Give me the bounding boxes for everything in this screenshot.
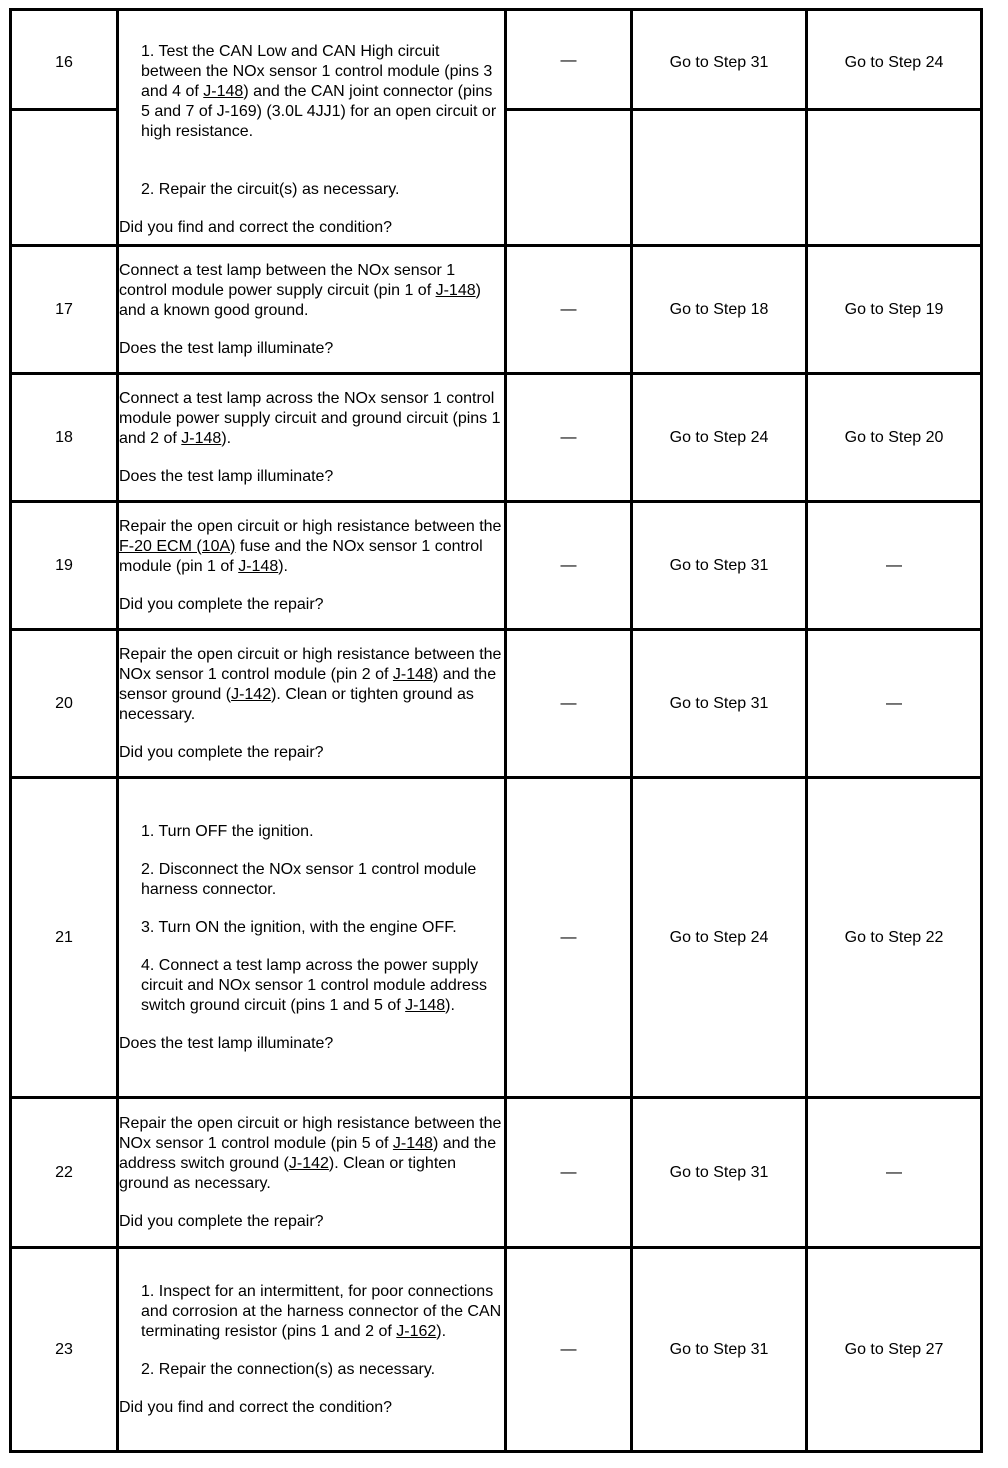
sub-step-3: 3. Turn ON the ignition, with the engine OFF. — [141, 918, 457, 936]
sub-step-2: 2. Disconnect the NOx sensor 1 control module harness connector. — [141, 860, 477, 898]
step-number: 21 — [11, 778, 118, 1098]
step-action — [118, 1248, 506, 1452]
empty-cell — [807, 110, 982, 246]
yes-action[interactable]: Go to Step 31 — [632, 1098, 807, 1248]
sub-step-text: 4. Connect a test lamp across the power supply circuit and NOx sensor 1 control module address switch ground circuit (pins 1 and 5 of — [141, 956, 487, 1014]
step-text-part: ) and the sensor ground ( — [119, 665, 497, 703]
step-text-part: ). — [278, 557, 288, 575]
step-text-part: ) and a known good ground. — [119, 281, 481, 319]
step-question: Does the test lamp illuminate? — [119, 339, 334, 357]
yes-action[interactable]: Go to Step 24 — [632, 374, 807, 502]
step-action — [118, 502, 506, 630]
diagnostic-steps-table — [9, 8, 983, 1453]
no-action[interactable]: Go to Step 22 — [807, 778, 982, 1098]
step-text-part: ) and the address switch ground ( — [119, 1134, 497, 1172]
step-question: Did you complete the repair? — [119, 595, 324, 613]
sub-step-2: 2. Repair the circuit(s) as necessary. — [141, 180, 400, 198]
table-row-step-20 — [11, 630, 982, 778]
step-question: Did you complete the repair? — [119, 1212, 324, 1230]
sub-steps — [141, 42, 504, 200]
no-action: — — [807, 502, 982, 630]
no-action[interactable]: Go to Step 27 — [807, 1248, 982, 1452]
empty-cell — [506, 110, 632, 246]
step-number: 17 — [11, 246, 118, 374]
sub-step-2: 2. Repair the connection(s) as necessary. — [141, 1360, 436, 1378]
step-text — [119, 261, 504, 321]
step-text-part: ). Clean or tighten ground as necessary. — [119, 1154, 457, 1192]
connector-link-j148[interactable]: J-148 — [405, 996, 446, 1014]
step-question: Did you find and correct the condition? — [119, 1398, 393, 1416]
step-text-part: Repair the open circuit or high resistance between the NOx sensor 1 control module (pin 5 of — [119, 1114, 502, 1152]
connector-link-j148[interactable]: J-148 — [392, 665, 433, 683]
sub-step-1 — [141, 1282, 504, 1342]
step-number: 16 — [11, 10, 118, 110]
step-value: — — [506, 1098, 632, 1248]
step-text-part: ). Clean or tighten ground as necessary. — [119, 685, 474, 723]
step-text-part: Connect a test lamp across the NOx sensor 1 control module power supply circuit and ground circuit (pins 1 and 2 of — [119, 389, 501, 447]
yes-action[interactable]: Go to Step 31 — [632, 10, 807, 110]
no-action[interactable]: Go to Step 24 — [807, 10, 982, 110]
connector-link-j162[interactable]: J-162 — [396, 1322, 437, 1340]
step-action — [118, 10, 506, 246]
step-action — [118, 1098, 506, 1248]
table-row-step-23 — [11, 1248, 982, 1452]
connector-link-j148[interactable]: J-148 — [203, 82, 244, 100]
yes-action[interactable]: Go to Step 18 — [632, 246, 807, 374]
no-action: — — [807, 1098, 982, 1248]
connector-link-j148[interactable]: J-148 — [435, 281, 476, 299]
table-row-step-17 — [11, 246, 982, 374]
step-text-part: ). — [221, 429, 232, 447]
step-number: 20 — [11, 630, 118, 778]
table-row-step-16 — [11, 10, 982, 110]
step-action — [118, 374, 506, 502]
step-number: 23 — [11, 1248, 118, 1452]
fuse-link-f20[interactable]: F-20 ECM (10A) — [119, 537, 236, 555]
no-action: — — [807, 630, 982, 778]
yes-action[interactable]: Go to Step 31 — [632, 630, 807, 778]
step-text — [119, 389, 504, 449]
step-value: — — [506, 374, 632, 502]
sub-step-text: ) and the CAN joint connector (pins 5 and 7 of J-169) (3.0L 4JJ1) for an open circuit or high resistance. — [141, 82, 497, 140]
step-value: — — [506, 630, 632, 778]
step-number: 19 — [11, 502, 118, 630]
step-text — [119, 645, 504, 725]
table-row-step-18 — [11, 374, 982, 502]
step-text — [119, 1114, 504, 1194]
step-question: Did you complete the repair? — [119, 743, 324, 761]
sub-step-text: ). — [436, 1322, 447, 1340]
step-text — [119, 517, 504, 577]
step-value: — — [506, 10, 632, 110]
step-text-part: fuse and the NOx sensor 1 control module (pin 1 of — [119, 537, 483, 575]
step-text-part: Connect a test lamp between the NOx sensor 1 control module power supply circuit (pin 1 of — [119, 261, 456, 299]
table-row-step-21 — [11, 778, 982, 1098]
step-value: — — [506, 778, 632, 1098]
table-row-step-19 — [11, 502, 982, 630]
step-value: — — [506, 1248, 632, 1452]
step-text-part: Repair the open circuit or high resistance between the NOx sensor 1 control module (pin 2 of — [119, 645, 502, 683]
yes-action[interactable]: Go to Step 31 — [632, 502, 807, 630]
step-number: 22 — [11, 1098, 118, 1248]
sub-steps — [141, 822, 504, 1016]
step-action — [118, 630, 506, 778]
step-action — [118, 246, 506, 374]
sub-step-1: 1. Turn OFF the ignition. — [141, 822, 314, 840]
connector-link-j148[interactable]: J-148 — [392, 1134, 433, 1152]
empty-cell — [632, 110, 807, 246]
table-row-step-22 — [11, 1098, 982, 1248]
step-value: — — [506, 502, 632, 630]
connector-link-j148[interactable]: J-148 — [238, 557, 279, 575]
yes-action[interactable]: Go to Step 31 — [632, 1248, 807, 1452]
sub-step-4 — [141, 956, 504, 1016]
connector-link-j148[interactable]: J-148 — [181, 429, 222, 447]
sub-step-text: ). — [445, 996, 455, 1014]
step-question: Did you find and correct the condition? — [119, 218, 393, 236]
step-number: 18 — [11, 374, 118, 502]
connector-link-j142[interactable]: J-142 — [288, 1154, 329, 1172]
no-action[interactable]: Go to Step 19 — [807, 246, 982, 374]
step-action — [118, 778, 506, 1098]
yes-action[interactable]: Go to Step 24 — [632, 778, 807, 1098]
sub-step-text: 1. Inspect for an intermittent, for poor connections and corrosion at the harness connector of the CAN terminating resistor (pins 1 and 2 of — [141, 1282, 502, 1340]
empty-cell — [11, 110, 118, 246]
sub-step-1 — [141, 42, 504, 142]
step-question: Does the test lamp illuminate? — [119, 1034, 334, 1052]
step-text-part: Repair the open circuit or high resistance between the — [119, 517, 502, 535]
no-action[interactable]: Go to Step 20 — [807, 374, 982, 502]
sub-step-text: 1. Test the CAN Low and CAN High circuit between the NOx sensor 1 control module (pins 3 and 4 of — [141, 42, 493, 100]
step-question: Does the test lamp illuminate? — [119, 467, 334, 485]
connector-link-j142[interactable]: J-142 — [231, 685, 272, 703]
step-value: — — [506, 246, 632, 374]
sub-steps — [141, 1282, 504, 1380]
